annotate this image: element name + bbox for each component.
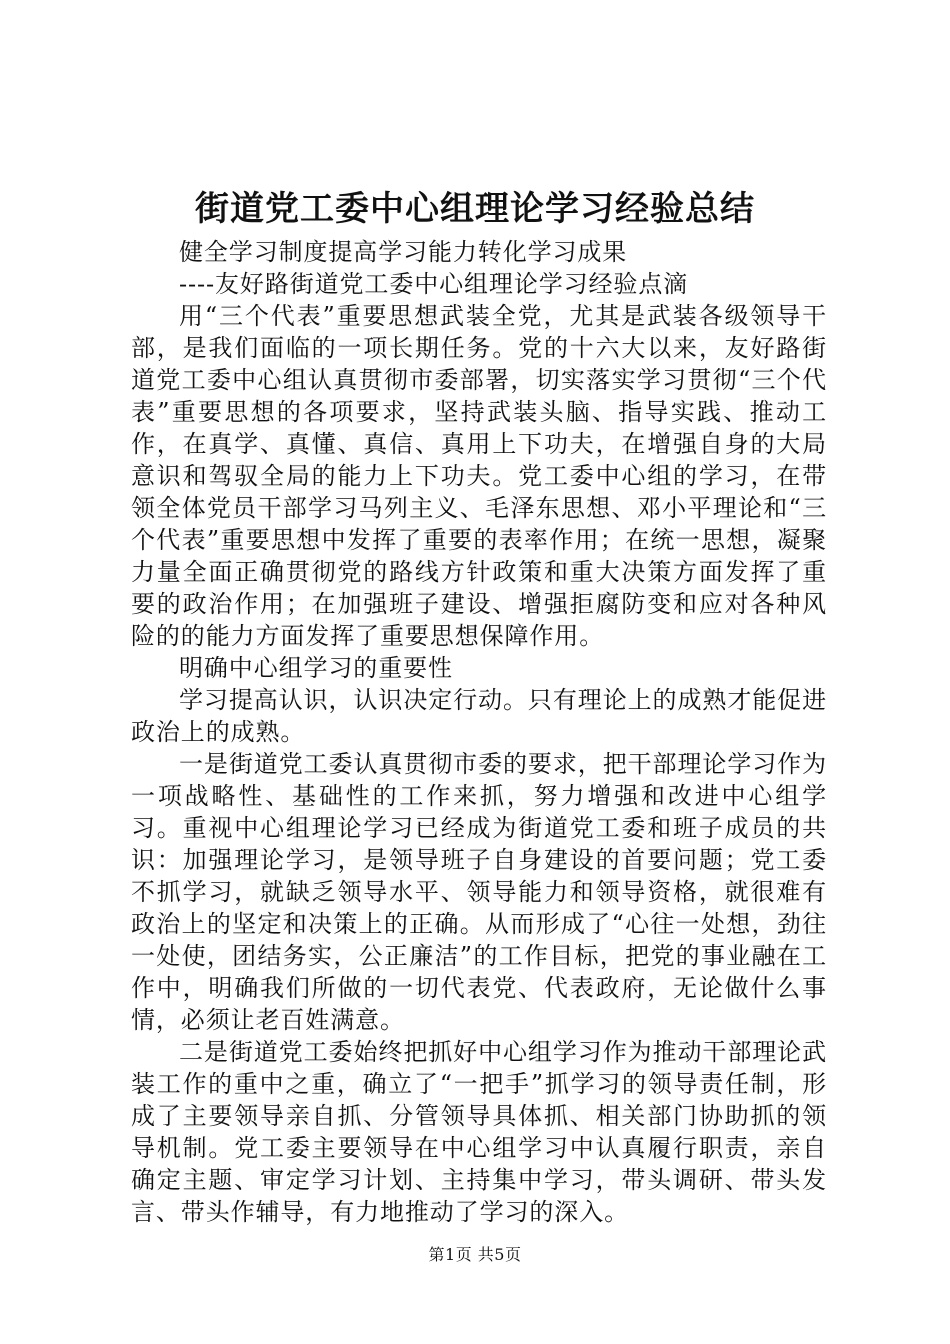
body-paragraph: 一是街道党工委认真贯彻市委的要求，把干部理论学习作为一项战略性、基础性的工作来抓，努力增强和改进中心组学习。重视中心组理论学习已经成为街道党工委和班子成员的共识：加强理论学习，是领导班子自身建设的首要问题；党工委不抓学习，就缺乏领导水平、领导能力和领导资格，就很难有政治上的坚定和决策上的正确。从而形成了“心往一处想，劲往一处使，团结务实，公正廉洁”的工作目标，把党的事业融在工作中，明确我们所做的一切代表党、代表政府，无论做什么事情，必须让老百姓满意。 [131,750,827,1034]
section-heading: 明确中心组学习的重要性 [179,654,453,682]
body-paragraph: 学习提高认识，认识决定行动。只有理论上的成熟才能促进政治上的成熟。 [131,686,827,746]
body-paragraph: 二是街道党工委始终把抓好中心组学习作为推动干部理论武装工作的重中之重，确立了“一把手”抓学习的领导责任制，形成了主要领导亲自抓、分管领导具体抓、相关部门协助抓的领导机制。党工委主要领导在中心组学习中认真履行职责，亲自确定主题、审定学习计划、主持集中学习，带头调研、带头发言、带头作辅导，有力地推动了学习的深入。 [131,1038,827,1226]
body-paragraph: 用“三个代表”重要思想武装全党，尤其是武装各级领导干部，是我们面临的一项长期任务。党的十六大以来，友好路街道党工委中心组认真贯彻市委部署，切实落实学习贯彻“三个代表”重要思想的各项要求，坚持武装头脑、指导实践、推动工作，在真学、真懂、真信、真用上下功夫，在增强自身的大局意识和驾驭全局的能力上下功夫。党工委中心组的学习，在带领全体党员干部学习马列主义、毛泽东思想、邓小平理论和“三个代表”重要思想中发挥了重要的表率作用；在统一思想，凝聚力量全面正确贯彻党的路线方针政策和重大决策方面发挥了重要的政治作用；在加强班子建设、增强拒腐防变和应对各种风险的的能力方面发挥了重要思想保障作用。 [131,302,827,650]
document-title: 街道党工委中心组理论学习经验总结 [195,189,755,229]
subtitle-source-line: ----友好路街道党工委中心组理论学习经验点滴 [179,270,689,298]
page-footer: 第1页 共5页 [428,1245,522,1264]
document-body [131,236,827,1228]
subtitle-line: 健全学习制度提高学习能力转化学习成果 [179,238,628,266]
